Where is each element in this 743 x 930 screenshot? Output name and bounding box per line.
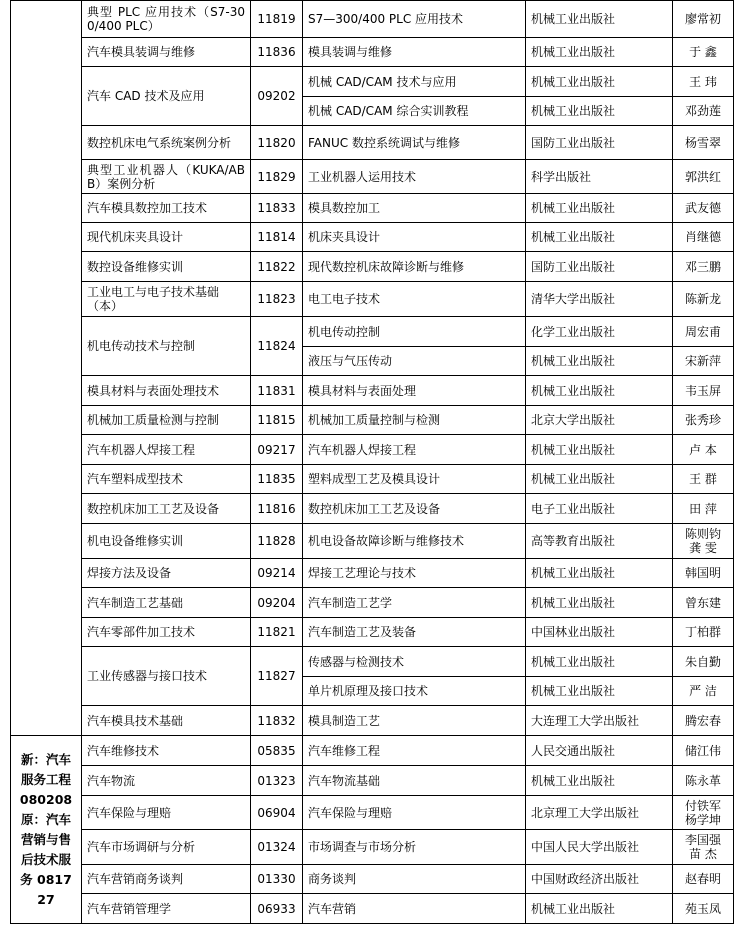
book-title-cell: 汽车制造工艺及装备 (303, 618, 526, 647)
course-code-cell: 11833 (251, 194, 303, 223)
table-row (11, 1, 734, 38)
book-title-cell: 机械加工质量控制与检测 (303, 406, 526, 435)
author-cell: 邓劲莲 (673, 97, 734, 126)
publisher-cell: 机械工业出版社 (526, 1, 673, 38)
course-code-cell: 11822 (251, 252, 303, 282)
author-cell: 廖常初 (673, 1, 734, 38)
publisher-cell: 机械工业出版社 (526, 38, 673, 67)
course-name-cell: 汽车机器人焊接工程 (82, 435, 251, 465)
book-title-cell: 模具材料与表面处理 (303, 376, 526, 406)
textbook-table (10, 0, 734, 924)
publisher-cell: 机械工业出版社 (526, 376, 673, 406)
author-cell: 韦玉屏 (673, 376, 734, 406)
course-code-cell: 11829 (251, 160, 303, 194)
course-code-cell: 11814 (251, 223, 303, 252)
course-code-cell: 06904 (251, 796, 303, 830)
author-cell: 郭洪红 (673, 160, 734, 194)
book-title-cell: 电工电子技术 (303, 282, 526, 317)
book-title-cell: 单片机原理及接口技术 (303, 677, 526, 706)
author-cell: 严 洁 (673, 677, 734, 706)
book-title-cell: 塑料成型工艺及模具设计 (303, 465, 526, 494)
specialty-cell (11, 1, 82, 736)
table-row (11, 252, 734, 282)
table-row (11, 494, 734, 524)
author-cell: 武友德 (673, 194, 734, 223)
course-code-cell: 01323 (251, 766, 303, 796)
course-name-cell: 工业传感器与接口技术 (82, 647, 251, 706)
publisher-cell: 科学出版社 (526, 160, 673, 194)
book-title-cell: 汽车制造工艺学 (303, 588, 526, 618)
publisher-cell: 中国人民大学出版社 (526, 830, 673, 865)
course-code-cell: 11821 (251, 618, 303, 647)
course-code-cell: 06933 (251, 894, 303, 924)
specialty-cell: 新：汽车服务工程 080208 原：汽车营销与售后技术服务 081727 (11, 736, 82, 924)
author-cell: 陈永革 (673, 766, 734, 796)
course-code-cell: 11832 (251, 706, 303, 736)
publisher-cell: 机械工业出版社 (526, 67, 673, 97)
course-name-cell: 机电传动技术与控制 (82, 317, 251, 376)
author-cell: 肖继德 (673, 223, 734, 252)
publisher-cell: 机械工业出版社 (526, 194, 673, 223)
author-cell: 王 玮 (673, 67, 734, 97)
publisher-cell: 机械工业出版社 (526, 677, 673, 706)
publisher-cell: 机械工业出版社 (526, 559, 673, 588)
author-cell: 苑玉凤 (673, 894, 734, 924)
course-name-cell: 汽车物流 (82, 766, 251, 796)
book-title-cell: FANUC 数控系统调试与维修 (303, 126, 526, 160)
author-cell: 曾东建 (673, 588, 734, 618)
publisher-cell: 中国财政经济出版社 (526, 865, 673, 894)
course-code-cell: 11824 (251, 317, 303, 376)
course-name-cell: 工业电工与电子技术基础（本） (82, 282, 251, 317)
course-code-cell: 11816 (251, 494, 303, 524)
table-row (11, 223, 734, 252)
course-code-cell: 09202 (251, 67, 303, 126)
book-title-cell: 汽车营销 (303, 894, 526, 924)
book-title-cell: 液压与气压传动 (303, 347, 526, 376)
book-title-cell: 机械 CAD/CAM 综合实训教程 (303, 97, 526, 126)
course-name-cell: 汽车营销商务谈判 (82, 865, 251, 894)
table-row (11, 766, 734, 796)
course-name-cell: 汽车市场调研与分析 (82, 830, 251, 865)
course-code-cell: 11827 (251, 647, 303, 706)
publisher-cell: 高等教育出版社 (526, 524, 673, 559)
book-title-cell: 机械 CAD/CAM 技术与应用 (303, 67, 526, 97)
book-title-cell: 汽车物流基础 (303, 766, 526, 796)
course-name-cell: 汽车维修技术 (82, 736, 251, 766)
publisher-cell: 清华大学出版社 (526, 282, 673, 317)
table-row (11, 465, 734, 494)
author-cell: 储江伟 (673, 736, 734, 766)
author-cell: 杨雪翠 (673, 126, 734, 160)
table-row (11, 559, 734, 588)
publisher-cell: 机械工业出版社 (526, 223, 673, 252)
course-name-cell: 机电设备维修实训 (82, 524, 251, 559)
author-cell: 陈新龙 (673, 282, 734, 317)
course-code-cell: 11819 (251, 1, 303, 38)
book-title-cell: 现代数控机床故障诊断与维修 (303, 252, 526, 282)
author-cell: 韩国明 (673, 559, 734, 588)
author-cell: 邓三鹏 (673, 252, 734, 282)
table-row (11, 796, 734, 830)
publisher-cell: 机械工业出版社 (526, 588, 673, 618)
table-row (11, 830, 734, 865)
book-title-cell: 工业机器人运用技术 (303, 160, 526, 194)
book-title-cell: 传感器与检测技术 (303, 647, 526, 677)
course-name-cell: 汽车 CAD 技术及应用 (82, 67, 251, 126)
table-row (11, 706, 734, 736)
book-title-cell: 商务谈判 (303, 865, 526, 894)
course-name-cell: 汽车模具数控加工技术 (82, 194, 251, 223)
course-name-cell: 汽车保险与理赔 (82, 796, 251, 830)
author-cell: 周宏甫 (673, 317, 734, 347)
author-cell: 王 群 (673, 465, 734, 494)
publisher-cell: 化学工业出版社 (526, 317, 673, 347)
publisher-cell: 人民交通出版社 (526, 736, 673, 766)
course-code-cell: 01324 (251, 830, 303, 865)
table-row (11, 736, 734, 766)
table-row (11, 588, 734, 618)
author-cell: 朱自勤 (673, 647, 734, 677)
table-row (11, 435, 734, 465)
book-title-cell: 市场调查与市场分析 (303, 830, 526, 865)
book-title-cell: 机电设备故障诊断与维修技术 (303, 524, 526, 559)
course-code-cell: 11831 (251, 376, 303, 406)
course-code-cell: 11836 (251, 38, 303, 67)
book-title-cell: 模具制造工艺 (303, 706, 526, 736)
course-name-cell: 典型工业机器人（KUKA/ABB）案例分析 (82, 160, 251, 194)
table-row (11, 524, 734, 559)
course-code-cell: 09217 (251, 435, 303, 465)
table-row (11, 618, 734, 647)
book-title-cell: 机床夹具设计 (303, 223, 526, 252)
course-name-cell: 典型 PLC 应用技术（S7-300/400 PLC） (82, 1, 251, 38)
course-name-cell: 汽车营销管理学 (82, 894, 251, 924)
publisher-cell: 北京理工大学出版社 (526, 796, 673, 830)
publisher-cell: 机械工业出版社 (526, 894, 673, 924)
publisher-cell: 中国林业出版社 (526, 618, 673, 647)
table-row (11, 376, 734, 406)
book-title-cell: 汽车机器人焊接工程 (303, 435, 526, 465)
book-title-cell: 模具装调与维修 (303, 38, 526, 67)
publisher-cell: 机械工业出版社 (526, 435, 673, 465)
author-cell: 李国强 苗 杰 (673, 830, 734, 865)
author-cell: 田 萍 (673, 494, 734, 524)
author-cell: 张秀珍 (673, 406, 734, 435)
book-title-cell: 机电传动控制 (303, 317, 526, 347)
publisher-cell: 机械工业出版社 (526, 647, 673, 677)
publisher-cell: 电子工业出版社 (526, 494, 673, 524)
table-row (11, 160, 734, 194)
author-cell: 腾宏春 (673, 706, 734, 736)
author-cell: 卢 本 (673, 435, 734, 465)
author-cell: 陈则钧 龚 雯 (673, 524, 734, 559)
table-row (11, 317, 734, 347)
table-row (11, 126, 734, 160)
book-title-cell: 汽车保险与理赔 (303, 796, 526, 830)
course-name-cell: 数控机床电气系统案例分析 (82, 126, 251, 160)
book-title-cell: S7—300/400 PLC 应用技术 (303, 1, 526, 38)
publisher-cell: 国防工业出版社 (526, 252, 673, 282)
course-code-cell: 11835 (251, 465, 303, 494)
table-row (11, 67, 734, 97)
table-row (11, 647, 734, 677)
course-name-cell: 汽车塑料成型技术 (82, 465, 251, 494)
course-code-cell: 09204 (251, 588, 303, 618)
course-name-cell: 焊接方法及设备 (82, 559, 251, 588)
publisher-cell: 机械工业出版社 (526, 465, 673, 494)
book-title-cell: 汽车维修工程 (303, 736, 526, 766)
course-name-cell: 现代机床夹具设计 (82, 223, 251, 252)
book-title-cell: 焊接工艺理论与技术 (303, 559, 526, 588)
course-code-cell: 11820 (251, 126, 303, 160)
table-row (11, 282, 734, 317)
publisher-cell: 机械工业出版社 (526, 97, 673, 126)
author-cell: 于 鑫 (673, 38, 734, 67)
table-row (11, 894, 734, 924)
author-cell: 丁柏群 (673, 618, 734, 647)
course-code-cell: 01330 (251, 865, 303, 894)
course-code-cell: 11828 (251, 524, 303, 559)
publisher-cell: 机械工业出版社 (526, 347, 673, 376)
course-name-cell: 模具材料与表面处理技术 (82, 376, 251, 406)
publisher-cell: 机械工业出版社 (526, 766, 673, 796)
table-row (11, 865, 734, 894)
author-cell: 赵春明 (673, 865, 734, 894)
publisher-cell: 大连理工大学出版社 (526, 706, 673, 736)
table-row (11, 194, 734, 223)
course-name-cell: 汽车模具装调与维修 (82, 38, 251, 67)
publisher-cell: 国防工业出版社 (526, 126, 673, 160)
book-title-cell: 数控机床加工工艺及设备 (303, 494, 526, 524)
author-cell: 付铁军 杨学坤 (673, 796, 734, 830)
course-code-cell: 11823 (251, 282, 303, 317)
course-code-cell: 11815 (251, 406, 303, 435)
course-name-cell: 汽车零部件加工技术 (82, 618, 251, 647)
book-title-cell: 模具数控加工 (303, 194, 526, 223)
course-name-cell: 汽车制造工艺基础 (82, 588, 251, 618)
course-name-cell: 数控设备维修实训 (82, 252, 251, 282)
course-name-cell: 机械加工质量检测与控制 (82, 406, 251, 435)
publisher-cell: 北京大学出版社 (526, 406, 673, 435)
course-code-cell: 09214 (251, 559, 303, 588)
table-row (11, 38, 734, 67)
course-name-cell: 数控机床加工工艺及设备 (82, 494, 251, 524)
table-row (11, 406, 734, 435)
course-code-cell: 05835 (251, 736, 303, 766)
author-cell: 宋新萍 (673, 347, 734, 376)
course-name-cell: 汽车模具技术基础 (82, 706, 251, 736)
table-body (11, 1, 734, 924)
